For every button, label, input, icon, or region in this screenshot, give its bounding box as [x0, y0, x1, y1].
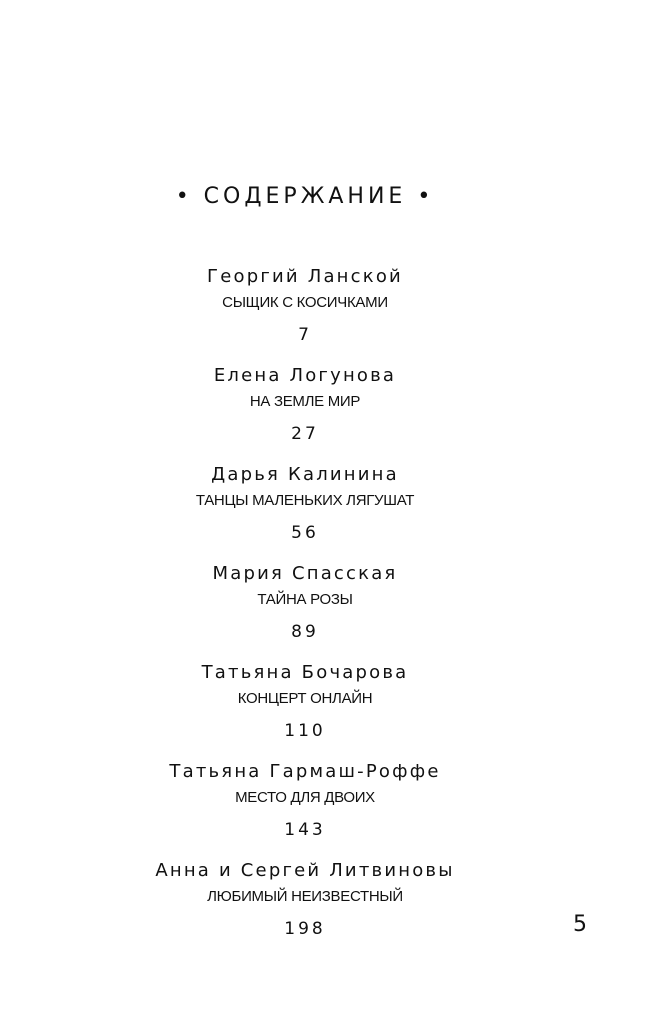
entry-title: ЛЮБИМЫЙ НЕИЗВЕСТНЫЙ — [207, 888, 403, 905]
entry-author: Дарья Калинина — [211, 464, 399, 485]
entry-page-number: 27 — [291, 424, 319, 444]
toc-entry — [0, 460, 610, 559]
toc-list — [0, 262, 610, 955]
entry-author: Георгий Ланской — [207, 266, 403, 287]
entry-title: КОНЦЕРТ ОНЛАЙН — [237, 690, 373, 707]
entry-page-number: 110 — [284, 721, 326, 741]
entry-author: Анна и Сергей Литвиновы — [155, 860, 455, 881]
toc-entry — [0, 658, 610, 757]
toc-entry — [0, 559, 610, 658]
entry-title: ТАНЦЫ МАЛЕНЬКИХ ЛЯГУШАТ — [195, 492, 415, 509]
entry-page-number: 198 — [284, 919, 326, 939]
entry-title: МЕСТО ДЛЯ ДВОИХ — [235, 789, 375, 806]
entry-title: ТАЙНА РОЗЫ — [257, 591, 353, 608]
toc-heading: • СОДЕРЖАНИЕ • — [175, 184, 435, 209]
entry-page-number: 7 — [298, 325, 312, 345]
toc-entry — [0, 757, 610, 856]
entry-author: Татьяна Гармаш-Роффе — [169, 761, 441, 782]
toc-entry — [0, 262, 610, 361]
entry-title: НА ЗЕМЛЕ МИР — [249, 393, 361, 410]
entry-title: СЫЩИК С КОСИЧКАМИ — [222, 294, 388, 311]
entry-page-number: 89 — [291, 622, 319, 642]
entry-page-number: 56 — [291, 523, 319, 543]
page-folio-number: 5 — [573, 912, 587, 937]
toc-entry — [0, 361, 610, 460]
entry-page-number: 143 — [284, 820, 326, 840]
toc-entry — [0, 856, 610, 955]
entry-author: Татьяна Бочарова — [201, 662, 409, 683]
entry-author: Елена Логунова — [213, 365, 397, 386]
entry-author: Мария Спасская — [212, 563, 398, 584]
